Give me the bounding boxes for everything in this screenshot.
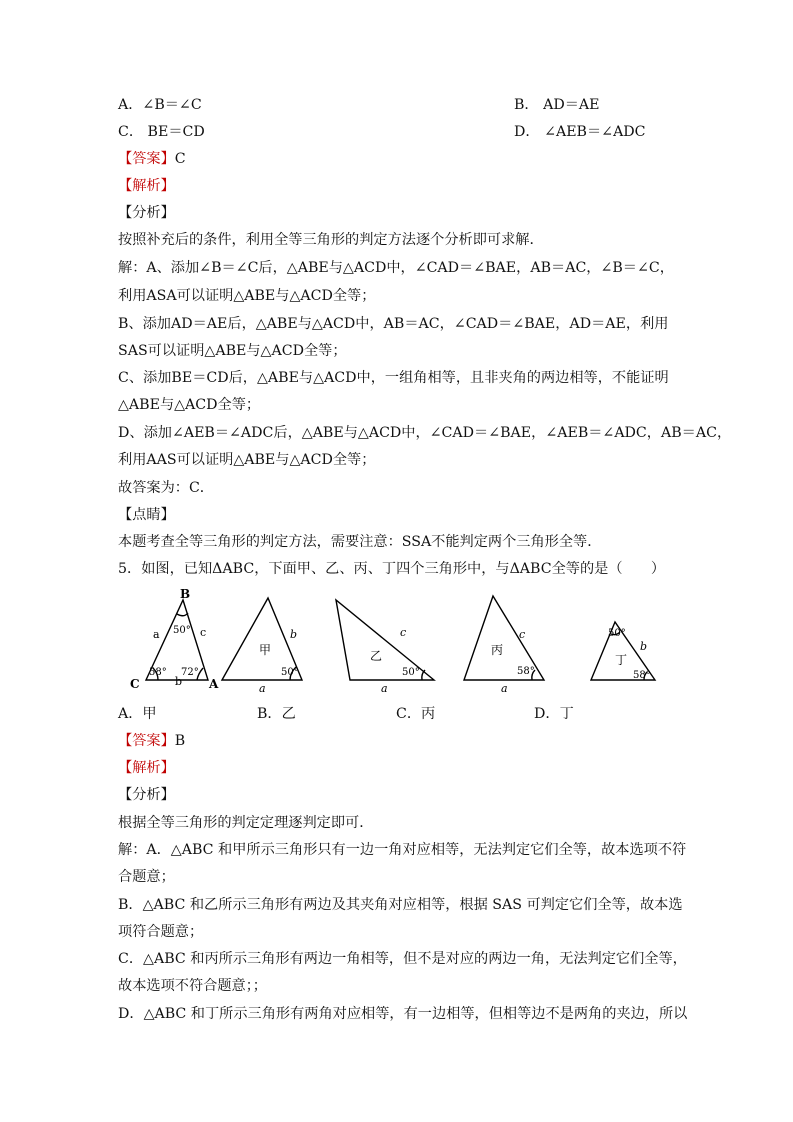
- q4-fenxi-tag: 【分析】: [118, 205, 175, 221]
- q5-line: 根据全等三角形的判定定理逐判定即可．: [118, 815, 374, 831]
- label-ding-side-b: b: [640, 640, 648, 653]
- q4-analysis-tag: 【解析】: [118, 178, 175, 194]
- label-yi-side-c: c: [400, 626, 407, 639]
- label-angle-c: 58°: [149, 667, 167, 678]
- triangles-figure: [118, 588, 678, 694]
- q4-option-a: A．∠B＝∠C: [118, 97, 202, 113]
- q4-options-row-2: [118, 122, 646, 142]
- label-bing-angle: 58°: [517, 666, 535, 677]
- label-vertex-b: B: [180, 588, 191, 601]
- q4-line: 利用AAS可以证明△ABE与△ACD全等；: [118, 452, 376, 468]
- q5-line: 项符合题意；: [118, 924, 204, 940]
- q4-line: B、添加AD＝AE后，△ABE与△ACD中，AB＝AC，∠CAD＝∠BAE，AD＝AE，利用: [118, 316, 669, 332]
- q5-line: D．△ABC 和丁所示三角形有两角对应相等，有一边相等，但相等边不是两角的夹边，所以: [118, 1006, 688, 1022]
- q4-option-c: C． BE＝CD: [118, 124, 205, 140]
- label-yi-angle: 50°: [402, 667, 420, 678]
- label-jia-side-b: b: [290, 628, 298, 641]
- label-jia: 甲: [259, 643, 272, 657]
- q4-line: 按照补充后的条件，利用全等三角形的判定方法逐个分析即可求解．: [118, 232, 544, 248]
- q5-option-b: B．乙: [257, 706, 296, 722]
- label-angle-b: 50°: [173, 625, 191, 636]
- q4-line: 故答案为：C．: [118, 480, 214, 496]
- answer-tag: 【答案】: [118, 733, 175, 749]
- q4-answer-line: [118, 149, 186, 169]
- q4-dianjing: 本题考查全等三角形的判定方法，需要注意：SSA不能判定两个三角形全等．: [118, 534, 602, 550]
- label-side-b: b: [175, 675, 183, 688]
- q4-line: SAS可以证明△ABE与△ACD全等；: [118, 343, 347, 359]
- q4-options-row-1: [118, 95, 600, 115]
- q4-dianjing-tag: 【点睛】: [118, 507, 175, 523]
- angle-arc-yi: [422, 670, 425, 680]
- q4-option-b: B． AD＝AE: [514, 97, 600, 113]
- q5-answer-line: [118, 731, 185, 751]
- q5-option-a: A．甲: [118, 706, 157, 722]
- q5-line: 解：A．△ABC 和甲所示三角形只有一边一角对应相等，无法判定它们全等，故本选项不符: [118, 842, 687, 858]
- q4-line: C、添加BE＝CD后，△ABE与△ACD中，一组角相等，且非夹角的两边相等，不能证明: [118, 370, 669, 386]
- q5-options: [118, 704, 678, 724]
- label-angle-a: 72°: [181, 667, 199, 678]
- label-bing-side-c: c: [519, 628, 526, 641]
- q5-option-c: C．丙: [396, 706, 436, 722]
- label-ding-angle-right: 58°: [633, 670, 651, 681]
- label-vertex-c: C: [130, 677, 140, 691]
- label-jia-side-a: a: [259, 682, 266, 694]
- q5-option-d: D．丁: [534, 706, 574, 722]
- label-side-c: c: [200, 626, 207, 639]
- q4-option-d: D． ∠AEB＝∠ADC: [514, 124, 646, 140]
- label-jia-angle: 50°: [281, 667, 299, 678]
- label-yi-side-a: a: [381, 682, 388, 694]
- q5-fenxi-tag: 【分析】: [118, 787, 175, 803]
- q5-line: B．△ABC 和乙所示三角形有两边及其夹角对应相等，根据 SAS 可判定它们全等，故本选: [118, 897, 683, 913]
- q5-answer: B: [174, 733, 186, 749]
- label-vertex-a: A: [209, 677, 219, 691]
- label-bing: 丙: [491, 643, 504, 657]
- label-ding-angle-top: 50°: [608, 628, 626, 639]
- label-ding: 丁: [615, 653, 628, 667]
- q5-stem: 5．如图，已知ΔABC，下面甲、乙、丙、丁四个三角形中，与ΔABC全等的是（ ）: [118, 561, 666, 577]
- q5-analysis-tag: 【解析】: [118, 760, 175, 776]
- q5-line: 故本选项不符合题意；；: [118, 978, 267, 994]
- label-yi: 乙: [370, 649, 383, 663]
- label-side-a: a: [153, 628, 160, 641]
- q4-line: 利用ASA可以证明△ABE与△ACD全等；: [118, 288, 376, 304]
- q5-figure: [118, 588, 678, 694]
- answer-tag: 【答案】: [118, 151, 175, 167]
- q4-answer: C: [174, 151, 186, 167]
- label-bing-side-a: a: [501, 682, 508, 694]
- q4-line: 解：A、添加∠B＝∠C后，△ABE与△ACD中，∠CAD＝∠BAE，AB＝AC，∠B＝∠C，: [118, 260, 674, 276]
- q4-line: △ABE与△ACD全等；: [118, 397, 261, 413]
- angle-arc-b: [177, 613, 188, 616]
- q4-line: D、添加∠AEB＝∠ADC后，△ABE与△ACD中，∠CAD＝∠BAE，∠AEB＝∠ADC，AB＝AC，: [118, 425, 732, 441]
- q5-line: 合题意；: [118, 869, 175, 885]
- q5-line: C．△ABC 和丙所示三角形有两边一角相等，但不是对应的两边一角，无法判定它们全等，: [118, 951, 687, 967]
